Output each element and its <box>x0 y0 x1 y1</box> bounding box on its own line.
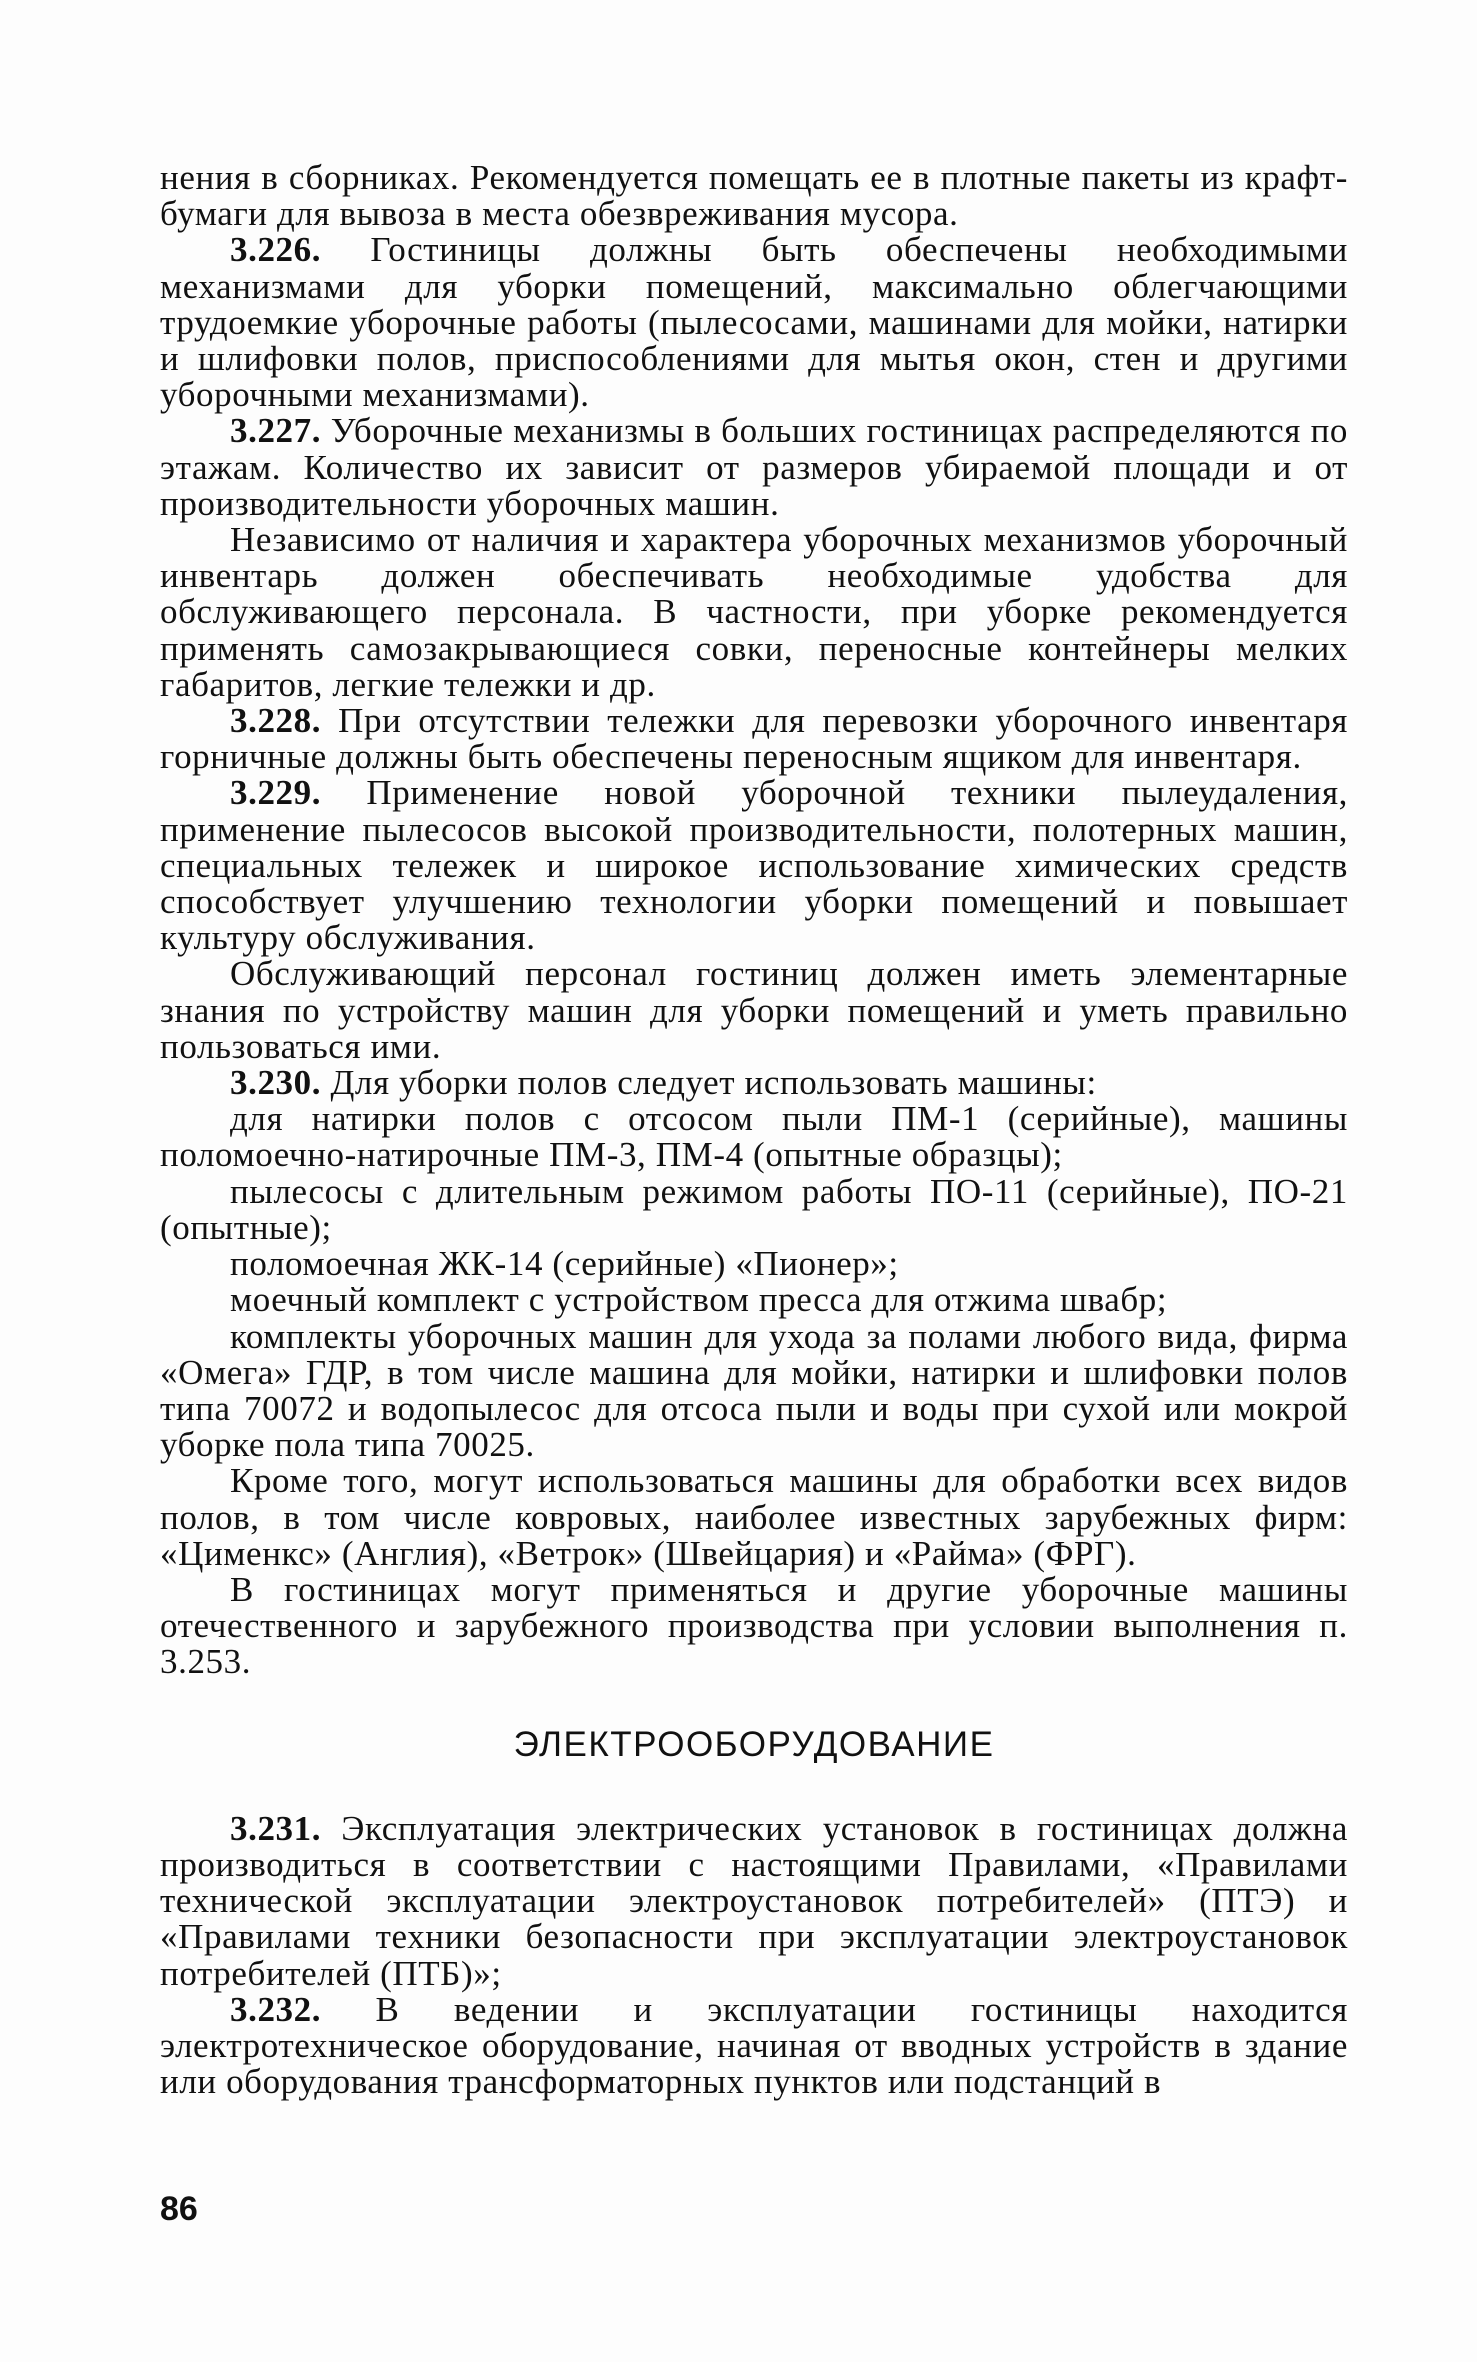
section-heading: ЭЛЕКТРООБОРУДОВАНИЕ <box>513 1724 995 1764</box>
paragraph-other-machines: В гостиницах могут применяться и другие уборочные машины отечественного и зарубежного производства при условии выполнения п. 3.253. <box>160 1569 1348 1682</box>
paragraph-continuation: нения в сборниках. Рекомендуется помещать ее в плотные пакеты из крафт-бумаги для вывоза в места обезвреживания мусора. <box>160 158 1348 234</box>
paragraph-3-228: 3.228. При отсутствии тележки для перевозки уборочного инвентаря горничные должны быть обеспечены переносным ящиком для инвентаря. <box>160 701 1348 777</box>
clause-number: 3.231. <box>230 1808 322 1848</box>
list-item-omega: комплекты уборочных машин для ухода за полами любого вида, фирма «Омега» ГДР, в том числе машина для мойки, натирки и шлифовки полов типа 70072 и водопылесос для отсоса пыли и воды при сухой или мокрой уборке пола типа 70025. <box>160 1316 1348 1465</box>
list-item-mop-kit: моечный комплект с устройством пресса для отжима швабр; <box>230 1280 1168 1320</box>
body-text <box>160 160 1348 2100</box>
list-item-pm: для натирки полов с отсосом пыли ПМ-1 (серийные), машины поломоечно-натирочные ПМ-3, ПМ-4 (опытные образцы); <box>160 1099 1348 1175</box>
clause-number: 3.226. <box>230 230 322 270</box>
clause-number: 3.227. <box>230 411 322 451</box>
list-item-vacuum: пылесосы с длительным режимом работы ПО-11 (серийные), ПО-21 (опытные); <box>160 1171 1348 1247</box>
clause-number: 3.230. <box>230 1063 322 1103</box>
paragraph-3-230: 3.230. Для уборки полов следует использовать машины: <box>230 1063 1097 1103</box>
paragraph-3-231: 3.231. Эксплуатация электрических установок в гостиницах должна производиться в соответствии с настоящими Правилами, «Правилами технической эксплуатации электроустановок потребителей» (ПТЭ) и «Правилами техники безопасности при эксплуатации электроустановок потребителей (ПТБ)»; <box>160 1808 1348 1993</box>
paragraph-staff: Обслуживающий персонал гостиниц должен иметь элементарные знания по устройству машин для уборки помещений и уметь правильно пользоваться ими. <box>160 954 1348 1066</box>
clause-number: 3.229. <box>230 773 322 813</box>
list-item-zhk: поломоечная ЖК-14 (серийные) «Пионер»; <box>230 1244 899 1284</box>
paragraph-3-232: 3.232. В ведении и эксплуатации гостиницы находится электротехническое оборудование, начиная от вводных устройств в здание или оборудования трансформаторных пунктов или подстанций в <box>160 1989 1348 2102</box>
clause-number: 3.232. <box>230 1989 322 2029</box>
paragraph-3-229: 3.229. Применение новой уборочной техники пылеудаления, применение пылесосов высокой производительности, полотерных машин, специальных тележек и широкое использование химических средств способствует улучшению технологии уборки помещений и повышает культуру обслуживания. <box>160 773 1348 958</box>
page-number: 86 <box>160 2190 198 2228</box>
clause-number: 3.228. <box>230 701 322 741</box>
paragraph-inventory: Независимо от наличия и характера уборочных механизмов уборочный инвентарь должен обеспечивать необходимые удобства для обслуживающего персонала. В частности, при уборке рекомендуется применять самозакрывающиеся совки, переносные контейнеры мелких габаритов, легкие тележки и др. <box>160 520 1348 704</box>
paragraph-3-226: 3.226. Гостиницы должны быть обеспечены необходимыми механизмами для уборки помещений, максимально облегчающими трудоемкие уборочные работы (пылесосами, машинами для мойки, натирки и шлифовки полов, приспособлениями для мытья окон, стен и другими уборочными механизмами). <box>160 230 1348 415</box>
paragraph-foreign-firms: Кроме того, могут использоваться машины для обработки всех видов полов, в том числе ковровых, наиболее известных зарубежных фирм: «Цименкс» (Англия), «Ветрок» (Швейцария) и «Райма» (ФРГ). <box>160 1461 1348 1573</box>
paragraph-3-227: 3.227. Уборочные механизмы в больших гостиницах распределяются по этажам. Количество их зависит от размеров убираемой площади и от производительности уборочных машин. <box>160 411 1348 523</box>
